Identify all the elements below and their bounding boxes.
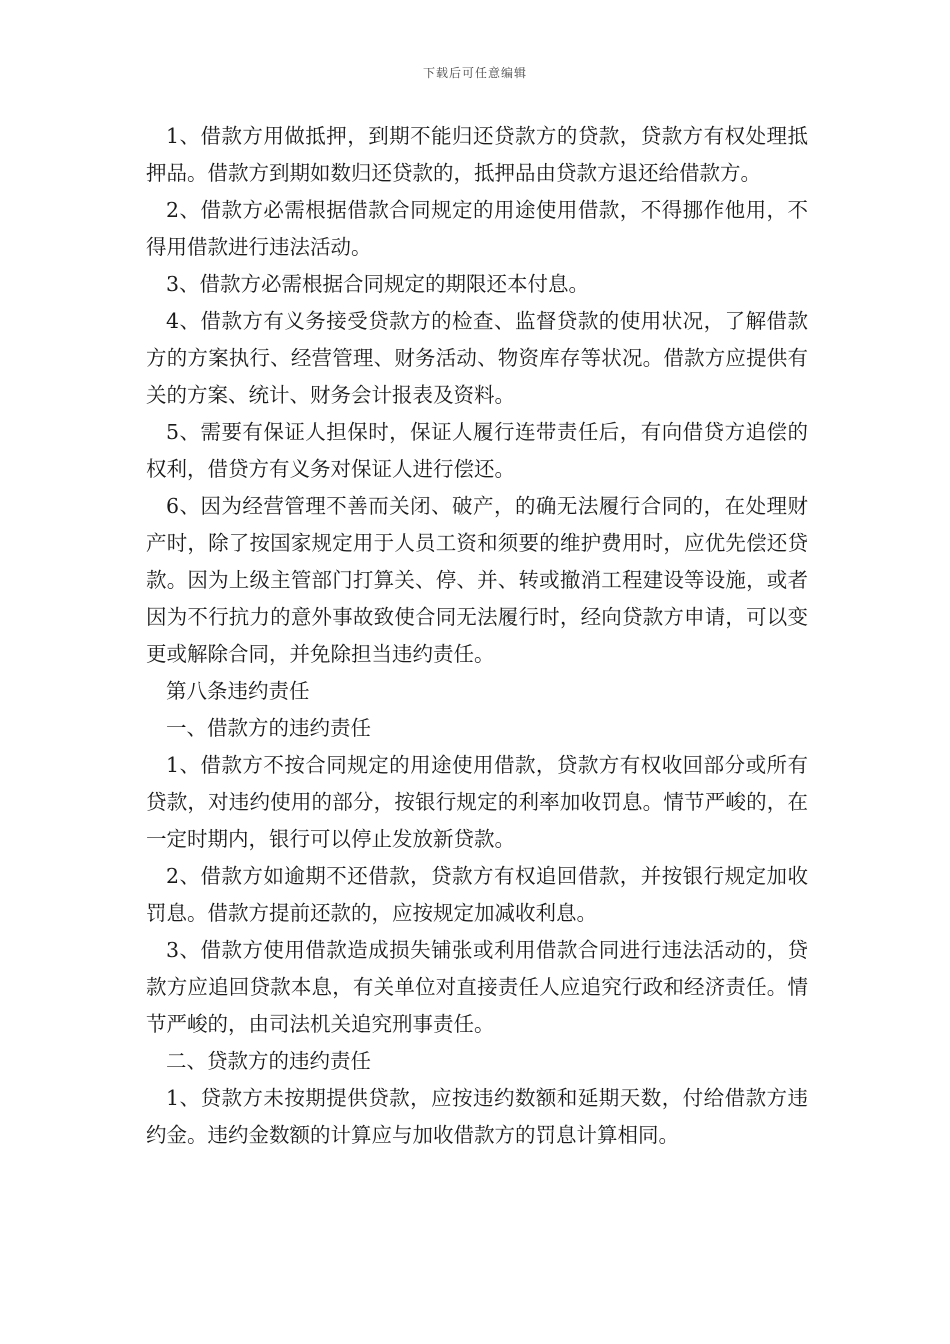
section-heading: 二、贷款方的违约责任 — [166, 1049, 371, 1073]
clause-paragraph: 3、借款方使用借款造成损失铺张或利用借款合同进行违法活动的，贷款方应追回贷款本息，有关单位对直接责任人应追究行政和经济责任。情节严峻的，由司法机关追究刑事责任。 — [146, 938, 808, 1036]
page-header: 下载后可任意编辑 — [422, 66, 527, 80]
clause-paragraph: 6、因为经营管理不善而关闭、破产，的确无法履行合同的，在处理财产时，除了按国家规定用于人员工资和须要的维护费用时，应优先偿还贷款。因为上级主管部门打算关、停、并、转或撤消工程建设等设施，或者因为不行抗力的意外事故致使合同无法履行时，经向贷款方申请，可以变更或解除合同，并免除担当违约责任。 — [146, 494, 808, 666]
clause-paragraph: 2、借款方必需根据借款合同规定的用途使用借款，不得挪作他用，不得用借款进行违法活动。 — [146, 198, 808, 259]
clause-paragraph: 2、借款方如逾期不还借款，贷款方有权追回借款，并按银行规定加收罚息。借款方提前还款的，应按规定加减收利息。 — [146, 864, 808, 925]
clause-paragraph: 1、借款方不按合同规定的用途使用借款，贷款方有权收回部分或所有贷款，对违约使用的部分，按银行规定的利率加收罚息。情节严峻的，在一定时期内，银行可以停止发放新贷款。 — [146, 753, 808, 851]
clause-paragraph: 1、贷款方未按期提供贷款，应按违约数额和延期天数，付给借款方违约金。违约金数额的计算应与加收借款方的罚息计算相同。 — [146, 1086, 808, 1147]
section-heading: 一、借款方的违约责任 — [166, 716, 371, 740]
clause-paragraph: 4、借款方有义务接受贷款方的检查、监督贷款的使用状况，了解借款方的方案执行、经营管理、财务活动、物资库存等状况。借款方应提供有关的方案、统计、财务会计报表及资料。 — [146, 309, 808, 407]
clause-paragraph: 1、借款方用做抵押，到期不能归还贷款方的贷款，贷款方有权处理抵押品。借款方到期如数归还贷款的，抵押品由贷款方退还给借款方。 — [146, 124, 808, 185]
document-body — [146, 118, 808, 1154]
article-heading: 第八条违约责任 — [166, 679, 310, 703]
clause-paragraph: 3、借款方必需根据合同规定的期限还本付息。 — [166, 272, 590, 296]
clause-paragraph: 5、需要有保证人担保时，保证人履行连带责任后，有向借贷方追偿的权利，借贷方有义务对保证人进行偿还。 — [146, 420, 808, 481]
